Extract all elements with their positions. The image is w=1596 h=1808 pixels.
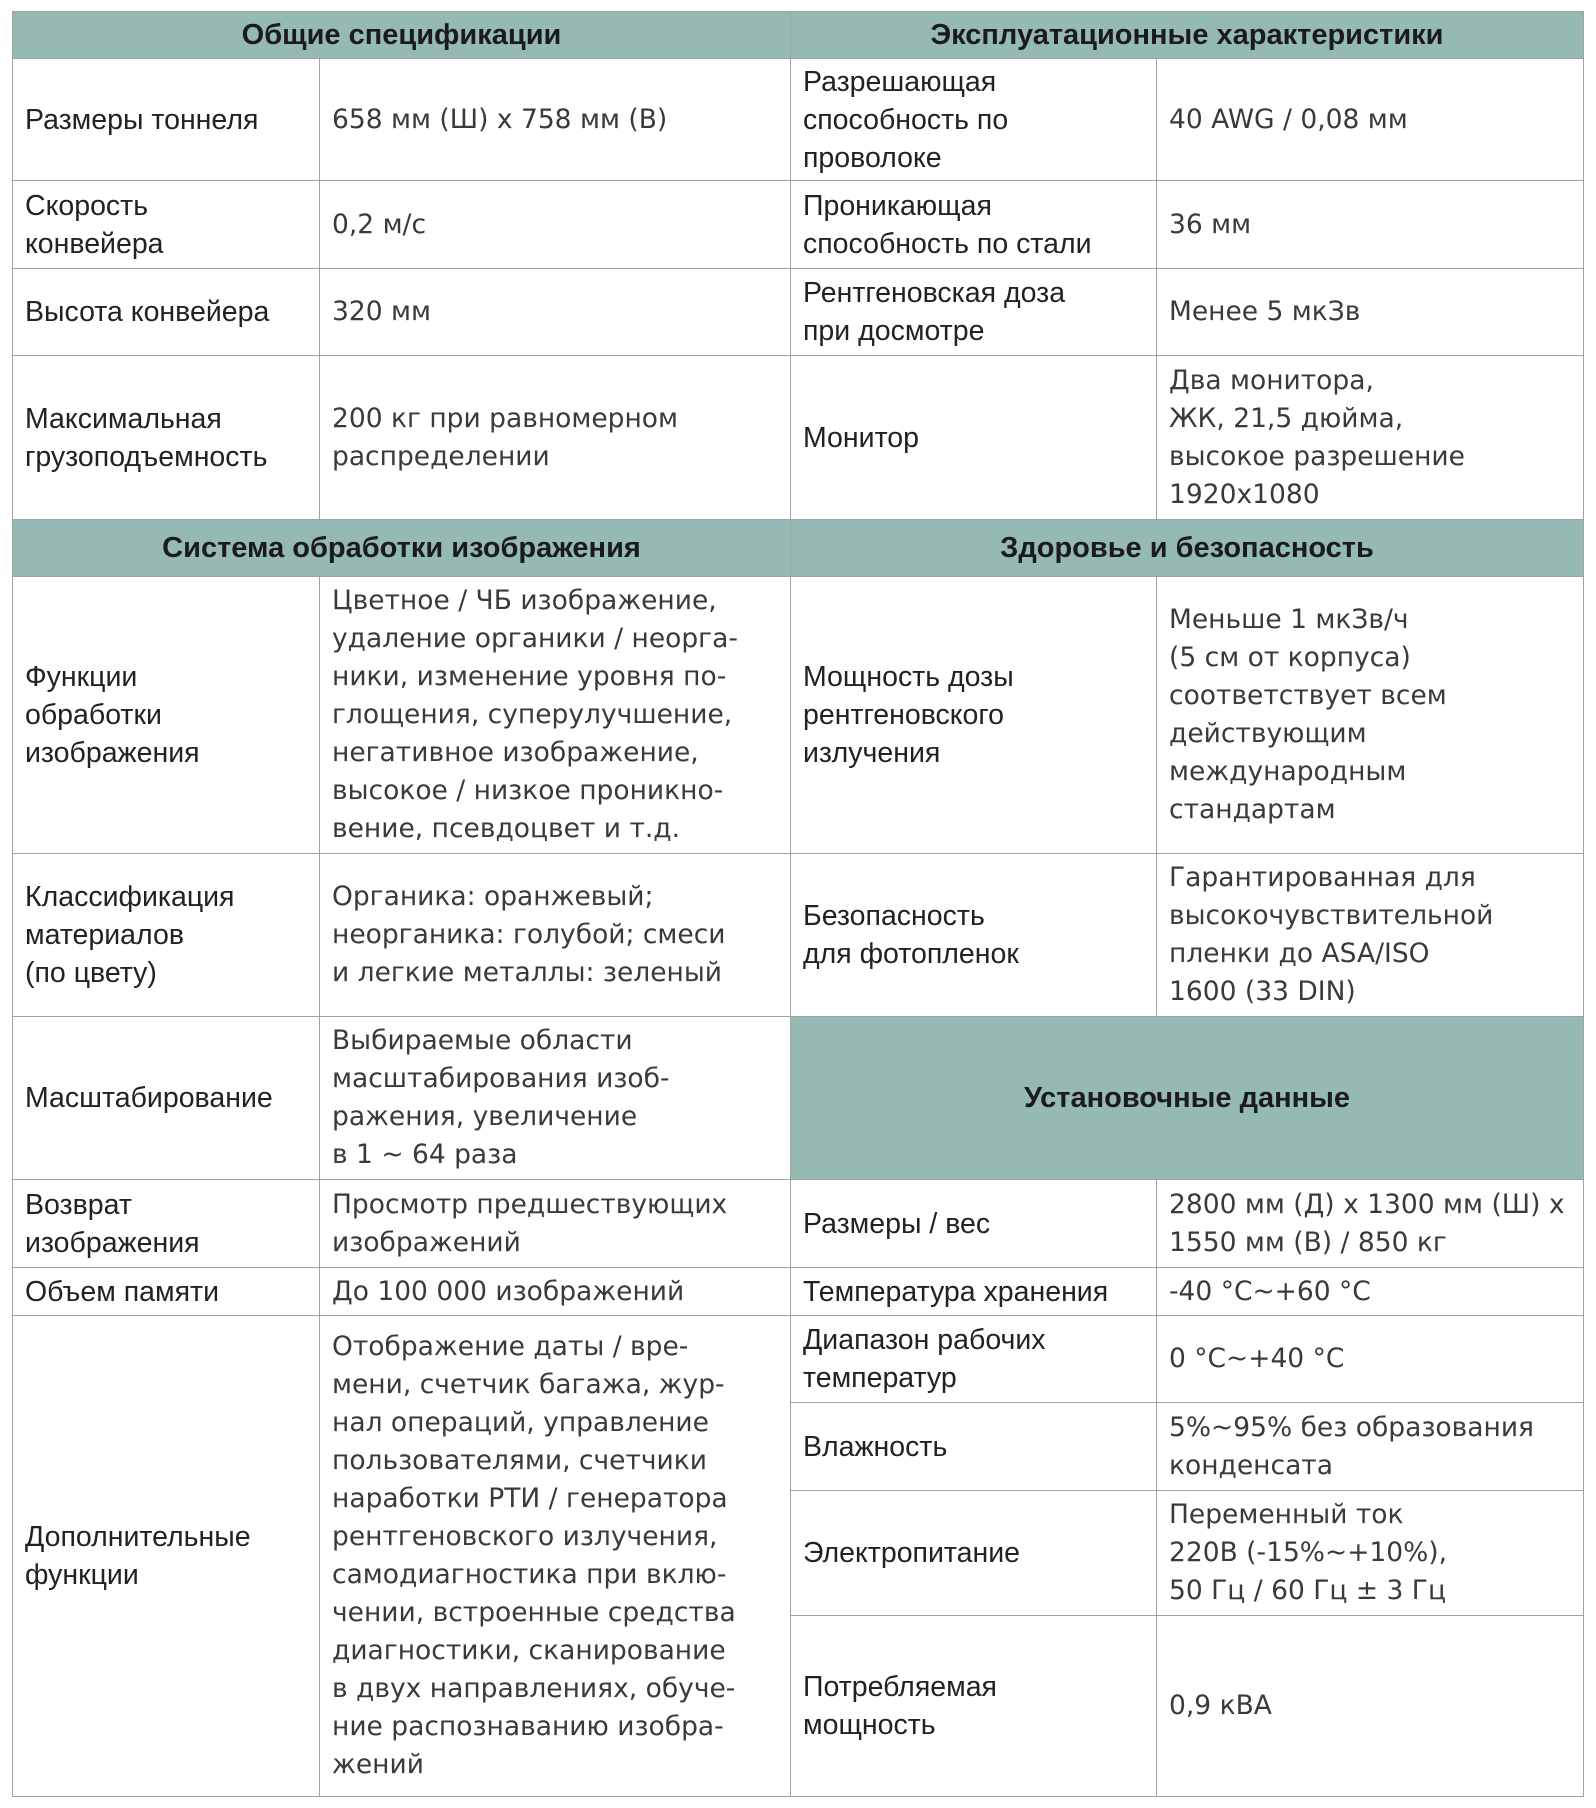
spec-value: До 100 000 изображений xyxy=(332,1275,685,1307)
spec-value: Органика: оранжевый; неорганика: голубой; смеси и легкие металлы: зеленый xyxy=(332,881,726,988)
spec-label: Потребляемая мощность xyxy=(791,1616,1157,1796)
spec-value: 0 °C~+40 °C xyxy=(1169,1343,1345,1374)
section-header-imaging xyxy=(13,520,790,577)
section-title: Установочные данные xyxy=(1023,1081,1351,1114)
spec-value: Отображение даты / вре- мени, счетчик багажа, жур- нал операций, управление пользователями, счетчики наработки РТИ / генератора рентгеновского излучения, самодиагностика при вклю- чении, встроенные средства диагностики, сканирование в двух направлениях, обуче- ние распознаванию изобра- жений xyxy=(332,1331,736,1780)
spec-value: 36 мм xyxy=(1169,208,1252,240)
spec-row-zoom xyxy=(13,1017,790,1180)
spec-value: Менее 5 мкЗв xyxy=(1169,296,1361,327)
spec-label: Размеры тоннеля xyxy=(13,59,320,180)
spec-label: Влажность xyxy=(791,1403,1157,1490)
spec-row-power-supply xyxy=(791,1491,1583,1616)
spec-label: Дополнительные функции xyxy=(13,1316,320,1796)
spec-value: 5%~95% без образования конденсата xyxy=(1169,1411,1534,1481)
spec-value: 2800 мм (Д) х 1300 мм (Ш) х 1550 мм (В) / 850 кг xyxy=(1169,1188,1565,1258)
spec-row-monitor xyxy=(791,356,1583,520)
spec-value: -40 °C~+60 °C xyxy=(1169,1275,1371,1307)
spec-table xyxy=(12,11,1584,1797)
spec-value: Меньше 1 мкЗв/ч (5 см от корпуса) соответствует всем действующим международным стандартам xyxy=(1169,604,1447,825)
spec-row-xray-dose xyxy=(791,269,1583,356)
spec-row-conveyor-speed xyxy=(13,181,790,269)
spec-label: Высота конвейера xyxy=(13,269,320,355)
spec-label: Функции обработки изображения xyxy=(13,577,320,853)
spec-row-wire-resolution xyxy=(791,59,1583,181)
spec-row-film-safety xyxy=(791,854,1583,1017)
spec-row-tunnel-size xyxy=(13,59,790,181)
spec-label: Рентгеновская доза при досмотре xyxy=(791,269,1157,355)
section-header-performance xyxy=(791,12,1583,59)
section-header-general xyxy=(13,12,790,59)
spec-value: 658 мм (Ш) х 758 мм (В) xyxy=(332,103,668,135)
spec-label: Диапазон рабочих температур xyxy=(791,1316,1157,1402)
spec-label: Максимальная грузоподъемность xyxy=(13,356,320,519)
spec-value: 320 мм xyxy=(332,296,431,327)
spec-value: 0,2 м/с xyxy=(332,208,427,240)
spec-label: Классификация материалов (по цвету) xyxy=(13,854,320,1016)
spec-label: Электропитание xyxy=(791,1491,1157,1615)
section-title: Общие спецификации xyxy=(241,18,562,51)
right-column xyxy=(790,12,1583,1796)
spec-value: Два монитора, ЖК, 21,5 дюйма, высокое разрешение 1920х1080 xyxy=(1169,364,1465,510)
spec-row-steel-penetration xyxy=(791,181,1583,269)
spec-row-max-load xyxy=(13,356,790,520)
spec-row-memory xyxy=(13,1268,790,1316)
spec-row-conveyor-height xyxy=(13,269,790,356)
spec-label: Монитор xyxy=(791,356,1157,519)
spec-label: Разрешающая способность по проволоке xyxy=(791,59,1157,180)
spec-label: Масштабирование xyxy=(13,1017,320,1179)
section-title: Эксплуатационные характеристики xyxy=(930,18,1444,51)
spec-value: Гарантированная для высокочувствительной пленки до ASA/ISO 1600 (33 DIN) xyxy=(1169,862,1494,1007)
spec-label: Скорость конвейера xyxy=(13,181,320,268)
section-header-health xyxy=(791,520,1583,577)
section-title: Здоровье и безопасность xyxy=(1000,531,1374,564)
spec-value: 200 кг при равномерном распределении xyxy=(332,402,679,472)
spec-label: Безопасность для фотопленок xyxy=(791,854,1157,1016)
left-column xyxy=(13,12,790,1796)
spec-value: 40 AWG / 0,08 мм xyxy=(1169,103,1408,135)
spec-row-dose-rate xyxy=(791,577,1583,854)
section-header-installation xyxy=(791,1017,1583,1180)
spec-value: 0,9 кВА xyxy=(1169,1690,1272,1721)
spec-row-imaging-functions xyxy=(13,577,790,854)
spec-row-material-classification xyxy=(13,854,790,1017)
spec-row-dimensions-weight xyxy=(791,1180,1583,1268)
spec-value: Переменный ток 220В (-15%~+10%), 50 Гц / 60 Гц ± 3 Гц xyxy=(1169,1499,1448,1606)
spec-label: Мощность дозы рентгеновского излучения xyxy=(791,577,1157,853)
spec-row-operating-temp xyxy=(791,1316,1583,1403)
section-title: Система обработки изображения xyxy=(162,531,641,564)
spec-value: Цветное / ЧБ изображение, удаление органики / неорга- ники, изменение уровня по- глощения, суперулучшение, негативное изображение, высокое / низкое проникно- вение, псевдоцвет и т.д. xyxy=(332,585,738,844)
spec-row-extra-functions xyxy=(13,1316,790,1796)
spec-row-storage-temp xyxy=(791,1268,1583,1316)
spec-value: Выбираемые области масштабирования изоб- ражения, увеличение в 1 ~ 64 раза xyxy=(332,1025,670,1170)
spec-label: Проникающая способность по стали xyxy=(791,181,1157,268)
spec-row-humidity xyxy=(791,1403,1583,1491)
spec-value: Просмотр предшествующих изображений xyxy=(332,1188,728,1258)
spec-row-power-consumption xyxy=(791,1616,1583,1796)
spec-row-image-return xyxy=(13,1180,790,1268)
spec-label: Размеры / вес xyxy=(791,1180,1157,1267)
spec-label: Объем памяти xyxy=(13,1268,320,1315)
spec-label: Температура хранения xyxy=(791,1268,1157,1315)
spec-label: Возврат изображения xyxy=(13,1180,320,1267)
